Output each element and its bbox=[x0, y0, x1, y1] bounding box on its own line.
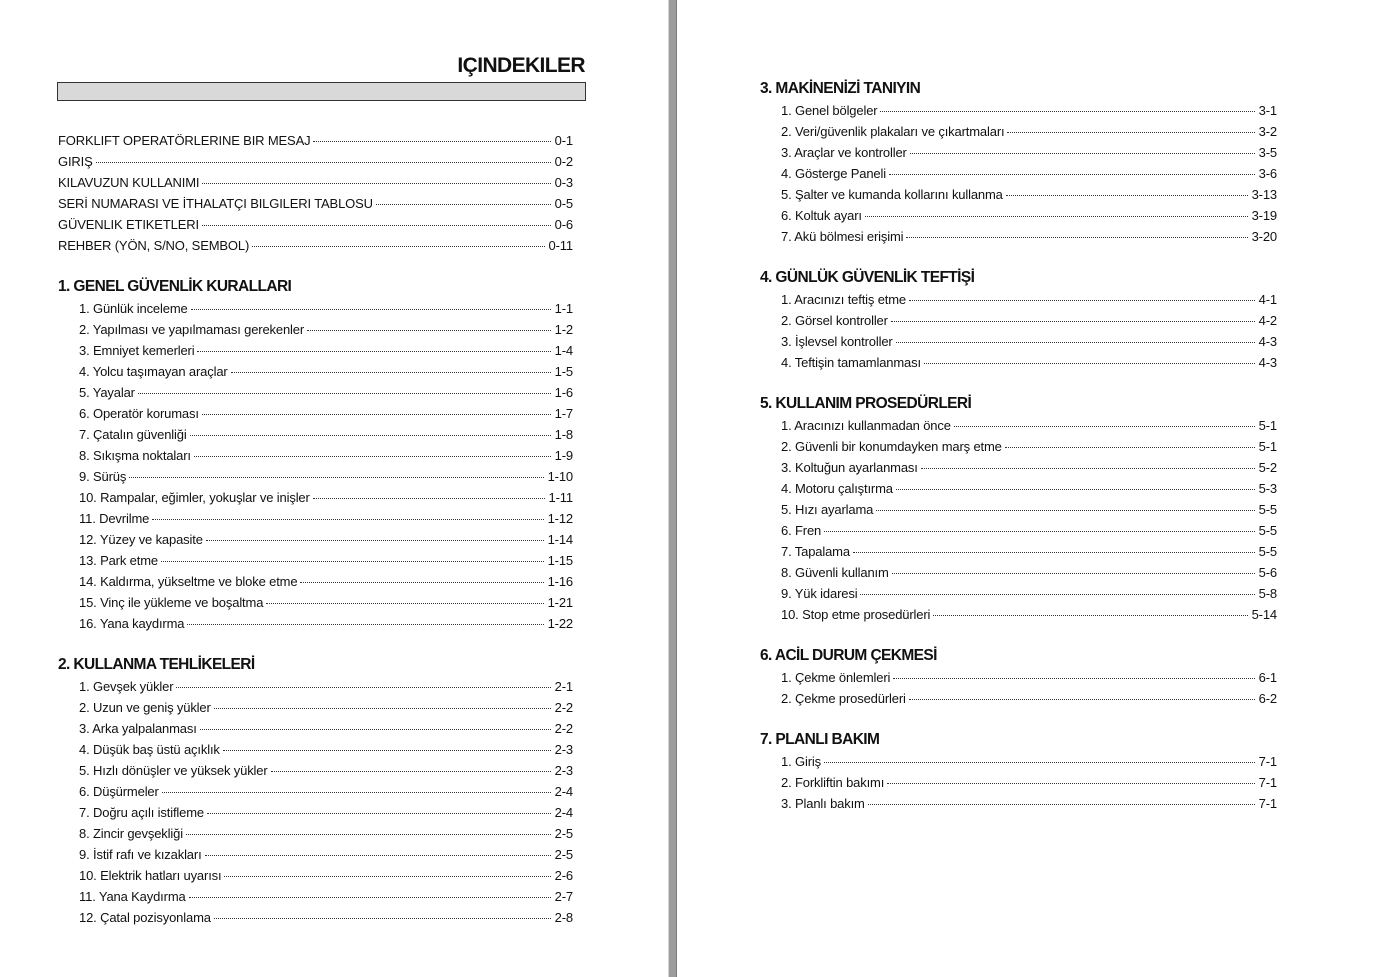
toc-entry[interactable]: 3. Emniyet kemerleri 1-4 bbox=[79, 343, 573, 358]
toc-entry[interactable]: 2. Çekme prosedürleri 6-2 bbox=[781, 691, 1277, 706]
toc-entry[interactable]: SERİ NUMARASI VE İTHALATÇI BILGILERI TABLOSU 0-5 bbox=[58, 196, 573, 211]
toc-entry[interactable]: 6. Operatör koruması 1-7 bbox=[79, 406, 573, 421]
toc-entry[interactable]: 11. Devrilme 1-12 bbox=[79, 511, 573, 526]
toc-entry[interactable]: 8. Sıkışma noktaları 1-9 bbox=[79, 448, 573, 463]
toc-intro-list bbox=[58, 130, 573, 256]
page-gutter bbox=[668, 0, 677, 977]
toc-entry[interactable]: 1. Genel bölgeler 3-1 bbox=[781, 103, 1277, 118]
section-heading[interactable]: 7. PLANLI BAKIM bbox=[760, 731, 880, 748]
left-page bbox=[0, 0, 668, 977]
toc-entry[interactable]: 16. Yana kaydırma 1-22 bbox=[79, 616, 573, 631]
toc-entry[interactable]: 3. Araçlar ve kontroller 3-5 bbox=[781, 145, 1277, 160]
toc-entry[interactable]: 7. Akü bölmesi erişimi 3-20 bbox=[781, 229, 1277, 244]
toc-entry[interactable]: KILAVUZUN KULLANIMI 0-3 bbox=[58, 175, 573, 190]
toc-entry[interactable]: 1. Giriş 7-1 bbox=[781, 754, 1277, 769]
toc-section-5 bbox=[760, 394, 1277, 625]
toc-entry[interactable]: 6. Fren 5-5 bbox=[781, 523, 1277, 538]
toc-entry[interactable]: 7. Çatalın güvenliği 1-8 bbox=[79, 427, 573, 442]
section-heading[interactable]: 4. GÜNLÜK GÜVENLİK TEFTİŞİ bbox=[760, 269, 975, 286]
toc-entry[interactable]: 5. Hızlı dönüşler ve yüksek yükler 2-3 bbox=[79, 763, 573, 778]
toc-entry[interactable]: 8. Güvenli kullanım 5-6 bbox=[781, 565, 1277, 580]
toc-entry[interactable]: 2. Görsel kontroller 4-2 bbox=[781, 313, 1277, 328]
toc-entry[interactable]: 2. Veri/güvenlik plakaları ve çıkartmaları 3-2 bbox=[781, 124, 1277, 139]
toc-entry[interactable]: 7. Tapalama 5-5 bbox=[781, 544, 1277, 559]
toc-entry[interactable]: 3. Planlı bakım 7-1 bbox=[781, 796, 1277, 811]
section-heading[interactable]: 5. KULLANIM PROSEDÜRLERİ bbox=[760, 395, 972, 412]
toc-entry[interactable]: 12. Yüzey ve kapasite 1-14 bbox=[79, 532, 573, 547]
toc-entry[interactable]: GIRIŞ 0-2 bbox=[58, 154, 573, 169]
toc-entry[interactable]: 4. Teftişin tamamlanması 4-3 bbox=[781, 355, 1277, 370]
title-underline-bar bbox=[57, 82, 586, 101]
toc-section-7 bbox=[760, 730, 1277, 814]
toc-entry[interactable]: 7. Doğru açılı istifleme 2-4 bbox=[79, 805, 573, 820]
toc-entry[interactable]: 2. Uzun ve geniş yükler 2-2 bbox=[79, 700, 573, 715]
toc-entry[interactable]: 1. Gevşek yükler 2-1 bbox=[79, 679, 573, 694]
toc-entry[interactable]: 3. Arka yalpalanması 2-2 bbox=[79, 721, 573, 736]
toc-entry[interactable]: 9. Sürüş 1-10 bbox=[79, 469, 573, 484]
toc-entry[interactable]: 6. Düşürmeler 2-4 bbox=[79, 784, 573, 799]
toc-section-6 bbox=[760, 646, 1277, 709]
toc-section-2 bbox=[58, 655, 573, 928]
toc-entry[interactable]: 11. Yana Kaydırma 2-7 bbox=[79, 889, 573, 904]
toc-entry[interactable]: 5. Yayalar 1-6 bbox=[79, 385, 573, 400]
section-heading[interactable]: 6. ACİL DURUM ÇEKMESİ bbox=[760, 647, 937, 664]
section-heading[interactable]: 3. MAKİNENİZİ TANIYIN bbox=[760, 80, 921, 97]
toc-section-4 bbox=[760, 268, 1277, 373]
toc-entry[interactable]: 4. Düşük baş üstü açıklık 2-3 bbox=[79, 742, 573, 757]
toc-entry[interactable]: 3. Koltuğun ayarlanması 5-2 bbox=[781, 460, 1277, 475]
toc-entry[interactable]: 1. Günlük inceleme 1-1 bbox=[79, 301, 573, 316]
toc-entry[interactable]: 1. Aracınızı kullanmadan önce 5-1 bbox=[781, 418, 1277, 433]
toc-entry[interactable]: 8. Zincir gevşekliği 2-5 bbox=[79, 826, 573, 841]
toc-entry[interactable]: 1. Çekme önlemleri 6-1 bbox=[781, 670, 1277, 685]
toc-entry[interactable]: GÜVENLIK ETIKETLERI 0-6 bbox=[58, 217, 573, 232]
toc-entry[interactable]: 4. Yolcu taşımayan araçlar 1-5 bbox=[79, 364, 573, 379]
toc-entry[interactable]: 13. Park etme 1-15 bbox=[79, 553, 573, 568]
toc-entry[interactable]: 2. Yapılması ve yapılmaması gerekenler 1-2 bbox=[79, 322, 573, 337]
toc-entry[interactable]: 1. Aracınızı teftiş etme 4-1 bbox=[781, 292, 1277, 307]
toc-entry[interactable]: 9. Yük idaresi 5-8 bbox=[781, 586, 1277, 601]
toc-entry[interactable]: 5. Hızı ayarlama 5-5 bbox=[781, 502, 1277, 517]
toc-entry[interactable]: 9. İstif rafı ve kızakları 2-5 bbox=[79, 847, 573, 862]
toc-entry[interactable]: 4. Motoru çalıştırma 5-3 bbox=[781, 481, 1277, 496]
toc-entry[interactable]: 4. Gösterge Paneli 3-6 bbox=[781, 166, 1277, 181]
toc-entry[interactable]: 2. Güvenli bir konumdayken marş etme 5-1 bbox=[781, 439, 1277, 454]
toc-entry[interactable]: 10. Rampalar, eğimler, yokuşlar ve inişler 1-11 bbox=[79, 490, 573, 505]
toc-entry[interactable]: FORKLIFT OPERATÖRLERINE BIR MESAJ 0-1 bbox=[58, 133, 573, 148]
toc-entry[interactable]: 14. Kaldırma, yükseltme ve bloke etme 1-16 bbox=[79, 574, 573, 589]
toc-entry[interactable]: 3. İşlevsel kontroller 4-3 bbox=[781, 334, 1277, 349]
toc-section-1 bbox=[58, 277, 573, 634]
right-page bbox=[677, 0, 1389, 977]
section-heading[interactable]: 2. KULLANMA TEHLİKELERİ bbox=[58, 656, 255, 673]
toc-entry[interactable]: 12. Çatal pozisyonlama 2-8 bbox=[79, 910, 573, 925]
toc-entry[interactable]: 5. Şalter ve kumanda kollarını kullanma 3-13 bbox=[781, 187, 1277, 202]
toc-title: IÇINDEKILER bbox=[457, 54, 585, 77]
toc-section-3 bbox=[760, 79, 1277, 247]
toc-entry[interactable]: 10. Elektrik hatları uyarısı 2-6 bbox=[79, 868, 573, 883]
toc-entry[interactable]: 2. Forkliftin bakımı 7-1 bbox=[781, 775, 1277, 790]
toc-entry[interactable]: 6. Koltuk ayarı 3-19 bbox=[781, 208, 1277, 223]
toc-entry[interactable]: REHBER (YÖN, S/NO, SEMBOL) 0-11 bbox=[58, 238, 573, 253]
toc-entry[interactable]: 10. Stop etme prosedürleri 5-14 bbox=[781, 607, 1277, 622]
toc-entry[interactable]: 15. Vinç ile yükleme ve boşaltma 1-21 bbox=[79, 595, 573, 610]
section-heading[interactable]: 1. GENEL GÜVENLİK KURALLARI bbox=[58, 278, 292, 295]
